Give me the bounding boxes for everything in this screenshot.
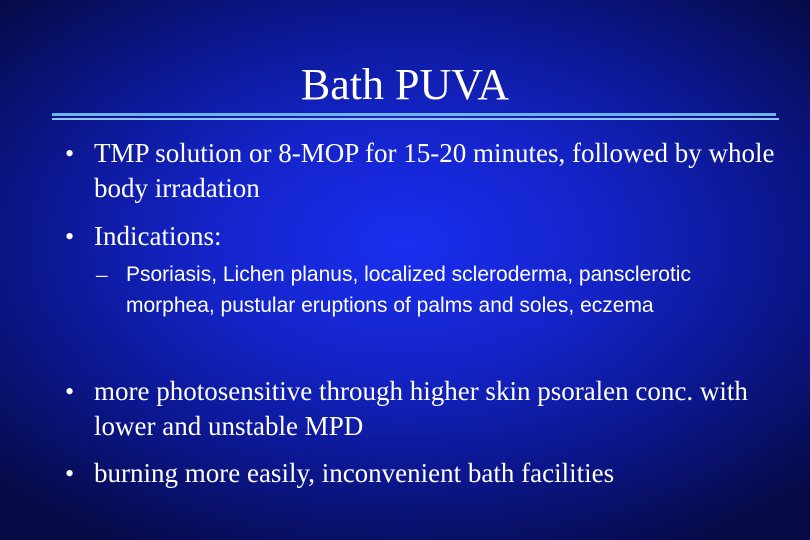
sub-bullet-marker: – bbox=[96, 262, 108, 287]
bullet-marker: • bbox=[65, 459, 75, 488]
title-underline bbox=[52, 113, 776, 116]
bullet-text: burning more easily, inconvenient bath facilities bbox=[94, 458, 615, 488]
bullet-text: TMP solution or 8-MOP for 15-20 minutes, followed by whole body irradation bbox=[94, 138, 775, 203]
title-underline-secondary bbox=[52, 118, 779, 120]
slide-title-text: Bath PUVA bbox=[300, 60, 510, 109]
bullet-marker: • bbox=[65, 377, 75, 406]
bullet-text: more photosensitive through higher skin psoralen conc. with lower and unstable MPD bbox=[94, 376, 748, 441]
bullet-marker: • bbox=[65, 222, 75, 251]
bullet-text: Indications: bbox=[94, 221, 222, 251]
bullet-marker: • bbox=[65, 139, 75, 168]
sub-bullet-text: Psoriasis, Lichen planus, localized scleroderma, pansclerotic morphea, pustular eruptions of palms and soles, eczema bbox=[126, 263, 691, 317]
slide-title bbox=[0, 58, 810, 112]
